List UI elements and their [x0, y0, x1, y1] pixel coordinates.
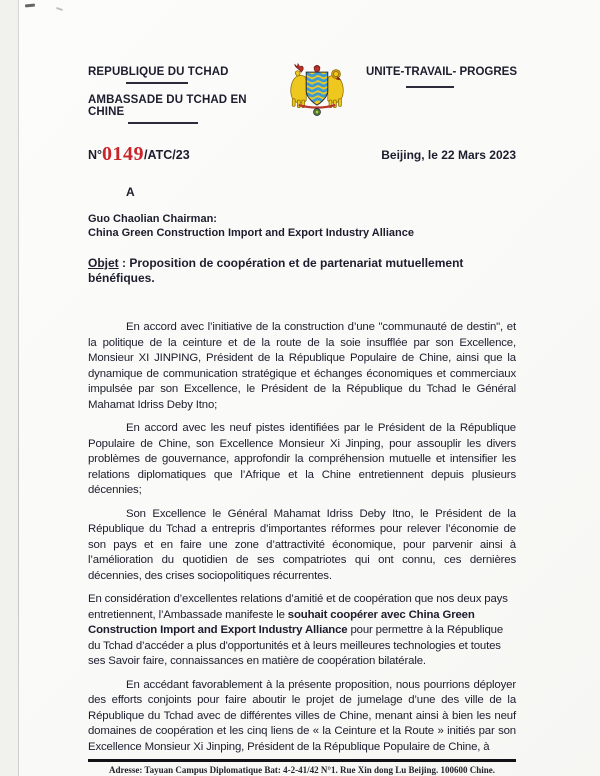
national-motto: UNITE-TRAVAIL- PROGRES	[366, 66, 517, 78]
footer-address: Adresse: Tayuan Campus Diplomatique Bat: 4-2-41/42 N°1. Rue Xin dong Lu Beijing. 100600 Chine.	[109, 765, 495, 775]
subject-separator: :	[118, 256, 130, 270]
paragraph-text-bold: souhait coopérer avec China Green Construction Import and Export Industry Alliance	[88, 608, 475, 636]
paragraph-text: Son Excellence le Général Mahamat Idriss Deby Itno, le Président de la République du Tchad a entrepris d’importantes réformes pour relever l’économie de son pays et en faire une zone d’attractivité économique, pour parvenir ainsi à l’amélioration du quotidien de ses compatriotes qui ont connu, ces dernières décennies, des crises sociopolitiques récurrentes.	[88, 507, 516, 582]
divider-rule	[126, 82, 188, 84]
footer-rule	[88, 759, 516, 762]
letterhead-left	[88, 66, 282, 124]
paragraph-text: En accédant favorablement à la présente proposition, nous pourrions déployer des efforts conjoints pour faire aboutir le projet de jumelage d’une des ville de la République du Tchad avec de différentes villes de Chine, menant ainsi à bien les neuf domaines de coopération et les cinq liens de « la Ceinture et la Route » initiés par son Excellence Monsieur Xi Jinping, Président de la République Populaire de Chine, à	[88, 678, 516, 753]
embassy-title: AMBASSADE DU TCHAD EN CHINE	[88, 94, 247, 118]
subject-text: Proposition de coopération et de partenariat mutuellement bénéfiques.	[88, 256, 464, 285]
reference-row	[88, 142, 516, 165]
paragraph	[88, 421, 516, 499]
paragraph-text: En considération d’excellentes relations d’amitié et de coopération que nos deux pays entretiennent, l’Ambassade manifeste le	[88, 593, 508, 621]
reference-number	[88, 142, 190, 165]
letter-content	[88, 0, 516, 755]
paragraph	[88, 320, 516, 413]
divider-rule	[128, 122, 198, 124]
paragraph	[88, 592, 516, 670]
letter-footer	[88, 759, 516, 775]
scan-artifact	[25, 3, 35, 7]
paragraph-text: pour permettre à la République du Tchad d’accéder a plus d'opportunités et à leurs meilleures technologies et toutes ses Savoir faire, connaissances en matière de coopération bilatérale.	[88, 624, 504, 667]
addressee-salutation: A	[126, 185, 135, 199]
scan-edge-line	[18, 0, 19, 776]
addressee-name: Guo Chaolian Chairman:	[88, 213, 217, 225]
letterhead	[88, 0, 516, 124]
letter-body	[88, 320, 516, 755]
scan-artifact	[56, 7, 63, 11]
letterhead-right	[366, 66, 516, 88]
addressee-block	[88, 213, 516, 240]
reference-suffix: /ATC/23	[144, 148, 190, 162]
scan-edge-strip	[0, 0, 18, 776]
country-title: REPUBLIQUE DU TCHAD	[88, 66, 229, 78]
paragraph-text: En accord avec l’initiative de la construction d’une "communauté de destin", et la politique de la ceinture et de la route de la soie insufflée par son Excellence, Monsieur XI JINPING, Président de la République Populaire de Chine, ainsi que la dynamique de communication stratégique et échanges économiques et commerciaux impulsée par son Excellence, le Président de la République du Tchad le Général Mahamat Idriss Deby Itno;	[88, 321, 516, 411]
place-and-date: Beijing, le 22 Mars 2023	[381, 148, 516, 162]
reference-stamped-number: 0149	[102, 143, 145, 165]
reference-prefix: N°	[88, 148, 103, 162]
paragraph-text: En accord avec les neuf pistes identifiées par le Président de la République Populaire de Chine, son Excellence Monsieur Xi Jinping, pour assouplir les divers problèmes de gouvernance, approfondir la compréhension mutuelle et intensifier les relations diplomatiques que l’Afrique et la Chine entretiennent depuis plusieurs décennies;	[88, 422, 516, 496]
addressee-organization: China Green Construction Import and Export Industry Alliance	[88, 226, 414, 239]
paragraph	[88, 507, 516, 585]
chad-coat-of-arms-icon	[282, 62, 352, 124]
subject-line	[88, 256, 516, 286]
subject-label: Objet	[88, 256, 119, 270]
paragraph	[88, 678, 516, 756]
divider-rule	[406, 86, 454, 88]
